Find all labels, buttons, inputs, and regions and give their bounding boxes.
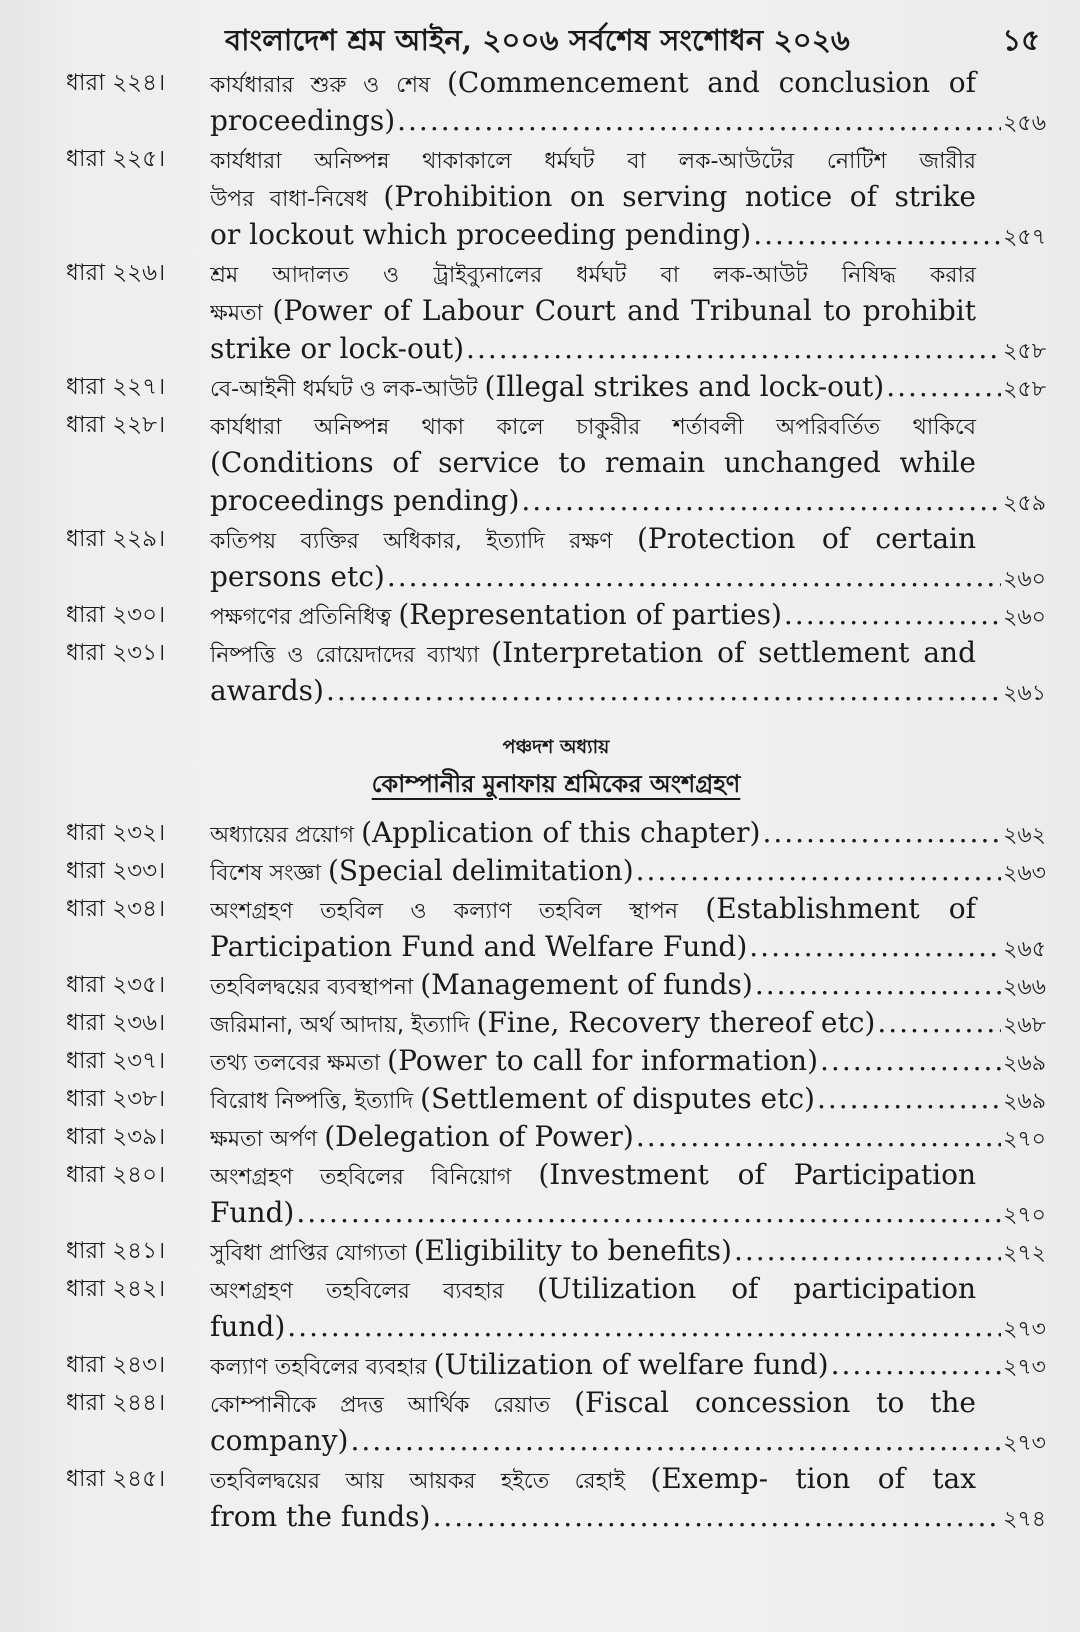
section-title <box>210 890 1046 966</box>
english-title: (Utilization of participation <box>537 1272 976 1305</box>
leader-dots <box>636 852 1001 890</box>
entry-line <box>210 672 1046 710</box>
leader-dots <box>886 368 1001 406</box>
section-number: ধারা ২২৭। <box>66 374 166 400</box>
leader-dots <box>397 102 1001 140</box>
section-number: ধারা ২৪৩। <box>66 1352 166 1378</box>
entry-text <box>210 256 976 289</box>
leader-dots <box>466 330 1001 368</box>
entry-line <box>210 814 1046 852</box>
entry-page-number: ২৭৩ <box>1003 1355 1046 1380</box>
english-title: proceedings) <box>210 104 396 137</box>
entry-page-number: ২৬০ <box>1003 605 1046 630</box>
section-title <box>210 254 1046 368</box>
entry-text <box>210 142 976 175</box>
entry-line <box>210 890 1046 928</box>
leader-dots <box>755 966 1001 1004</box>
bengali-title: কল্যাণ তহবিলের ব্যবহার <box>210 1355 434 1380</box>
entry-text <box>210 66 976 99</box>
entry-text <box>210 1386 976 1419</box>
bengali-title: জরিমানা, অর্থ আদায়, ইত্যাদি <box>210 1013 477 1038</box>
entry-line <box>210 368 1046 406</box>
entry-text <box>210 852 634 890</box>
section-number: ধারা ২২৫। <box>66 146 166 172</box>
entry-line <box>210 1042 1046 1080</box>
section-number: ধারা ২৩৮। <box>66 1086 166 1112</box>
entry-line <box>210 1460 1046 1498</box>
english-title: company) <box>210 1424 349 1457</box>
english-title: (Delegation of Power) <box>324 1120 634 1153</box>
bengali-title: নিষ্পত্তি ও রোয়েদাদের ব্যাখ্যা <box>210 643 492 668</box>
entry-line <box>210 966 1046 1004</box>
english-title: (Fine, Recovery thereof etc) <box>476 1006 876 1039</box>
section-number: ধারা ২৪০। <box>66 1162 166 1188</box>
entry-text <box>210 482 519 520</box>
english-title: proceedings pending) <box>210 484 520 517</box>
bengali-title: অংশগ্রহণ তহবিলের ব্যবহার <box>210 1279 538 1304</box>
english-title: fund) <box>210 1310 286 1343</box>
leader-dots <box>831 1346 1002 1384</box>
english-title: from the funds) <box>210 1500 431 1533</box>
entry-page-number: ২৬৯ <box>1003 1089 1046 1114</box>
toc-entry <box>66 140 1046 254</box>
leader-dots <box>749 928 1001 966</box>
entry-text <box>210 216 751 254</box>
toc-entry <box>66 1004 1046 1042</box>
section-number: ধারা ২৪১। <box>66 1238 166 1264</box>
chapter-heading <box>66 730 1046 804</box>
english-title: (Conditions of service to remain unchanged while <box>210 446 976 479</box>
english-title: (Commencement and conclusion of <box>447 66 976 99</box>
section-title <box>210 1156 1046 1232</box>
section-title <box>210 406 1046 520</box>
entry-page-number: ২৫৬ <box>1003 111 1046 136</box>
english-title: (Investment of Participation <box>538 1158 976 1191</box>
section-title <box>210 1118 1046 1156</box>
section-number: ধারা ২২৬। <box>66 260 166 286</box>
bengali-title: পক্ষগণের প্রতিনিধিত্ব <box>210 605 399 630</box>
bengali-title: ক্ষমতা <box>210 301 273 326</box>
entry-page-number: ২৫৮ <box>1003 377 1046 402</box>
leader-dots <box>820 1042 1001 1080</box>
entry-text <box>210 1272 976 1305</box>
english-title: strike or lock-out) <box>210 332 465 365</box>
bengali-title: উপর বাধা-নিষেধ <box>210 187 384 212</box>
toc-entry <box>66 520 1046 596</box>
toc-entry <box>66 1460 1046 1536</box>
bengali-title: অংশগ্রহণ তহবিল ও কল্যাণ তহবিল স্থাপন <box>210 899 706 924</box>
section-title <box>210 1384 1046 1460</box>
entry-line <box>210 140 1046 178</box>
entry-page-number: ২৬৬ <box>1003 975 1046 1000</box>
english-title: (Power of Labour Court and Tribunal to prohibit <box>272 294 976 327</box>
entry-page-number: ২৭৪ <box>1003 1507 1046 1532</box>
entry-page-number: ২৭৩ <box>1003 1431 1046 1456</box>
entry-line <box>210 1156 1046 1194</box>
section-number: ধারা ২৩৩। <box>66 858 166 884</box>
section-title <box>210 1232 1046 1270</box>
entry-text <box>210 814 760 852</box>
entry-text <box>210 966 753 1004</box>
entry-page-number: ২৫৮ <box>1003 339 1046 364</box>
running-title: বাংলাদেশ শ্রম আইন, ২০০৬ সর্বশেষ সংশোধন ২০২৬ <box>225 23 850 57</box>
section-title <box>210 966 1046 1004</box>
leader-dots <box>817 1080 1001 1118</box>
entry-line <box>210 520 1046 558</box>
toc-entry <box>66 368 1046 406</box>
entry-text <box>210 892 976 925</box>
english-title: (Special delimitation) <box>327 854 634 887</box>
section-title <box>210 1346 1046 1384</box>
bengali-title: তহবিলদ্বয়ের আয় আয়কর হইতে রেহাই <box>210 1469 651 1494</box>
entry-text <box>210 102 395 140</box>
toc-entry <box>66 1156 1046 1232</box>
entry-page-number: ২৭২ <box>1003 1241 1046 1266</box>
entry-text <box>210 596 782 634</box>
entry-text <box>210 1346 829 1384</box>
entry-page-number: ২৬১ <box>1003 681 1046 706</box>
leader-dots <box>784 596 1001 634</box>
toc-entry <box>66 1384 1046 1460</box>
entry-line <box>210 292 1046 330</box>
toc-entries-part-2 <box>66 814 1046 1536</box>
section-title <box>210 1042 1046 1080</box>
entry-line <box>210 596 1046 634</box>
section-title <box>210 634 1046 710</box>
entry-line <box>210 178 1046 216</box>
entry-line <box>210 1346 1046 1384</box>
english-title: (Illegal strikes and lock-out) <box>484 370 885 403</box>
section-title <box>210 814 1046 852</box>
leader-dots <box>296 1194 1001 1232</box>
entry-line <box>210 406 1046 444</box>
section-title <box>210 1080 1046 1118</box>
english-title: (Power to call for information) <box>387 1044 819 1077</box>
entry-line <box>210 1384 1046 1422</box>
toc-entry <box>66 64 1046 140</box>
section-number: ধারা ২৩০। <box>66 602 166 628</box>
english-title: (Eligibility to benefits) <box>413 1234 732 1267</box>
entry-page-number: ২৫৯ <box>1003 491 1046 516</box>
english-title: (Utilization of welfare fund) <box>433 1348 829 1381</box>
entry-page-number: ২৬২ <box>1003 823 1046 848</box>
entry-page-number: ২৬৮ <box>1003 1013 1046 1038</box>
leader-dots <box>350 1422 1001 1460</box>
entry-text <box>210 1422 348 1460</box>
english-title: (Interpretation of settlement and <box>491 636 976 669</box>
toc-entry <box>66 966 1046 1004</box>
toc-entry <box>66 890 1046 966</box>
entry-page-number: ২৬০ <box>1003 567 1046 592</box>
bengali-title: অধ্যায়ের প্রয়োগ <box>210 823 362 848</box>
section-number: ধারা ২৩৪। <box>66 896 166 922</box>
bengali-title: ক্ষমতা অর্পণ <box>210 1127 325 1152</box>
section-number: ধারা ২৩৫। <box>66 972 166 998</box>
toc-entry <box>66 1080 1046 1118</box>
english-title: awards) <box>210 674 324 707</box>
entry-line <box>210 1422 1046 1460</box>
leader-dots <box>753 216 1001 254</box>
bengali-title: কার্যধারার শুরু ও শেষ <box>210 73 447 98</box>
section-title <box>210 520 1046 596</box>
page-header <box>0 10 1080 66</box>
entry-text <box>210 1308 285 1346</box>
table-of-contents <box>66 64 1046 1536</box>
bengali-title: কার্যধারা অনিষ্পন্ন থাকা কালে চাকুরীর শর্তাবলী অপরিবর্তিত থাকিবে <box>210 415 976 440</box>
entry-text <box>210 522 976 555</box>
bengali-title: কোম্পানীকে প্রদত্ত আর্থিক রেয়াত <box>210 1393 575 1418</box>
section-number: ধারা ২৩৭। <box>66 1048 166 1074</box>
section-title <box>210 368 1046 406</box>
section-title <box>210 1460 1046 1536</box>
section-number: ধারা ২৩৬। <box>66 1010 166 1036</box>
entry-page-number: ২৬৯ <box>1003 1051 1046 1076</box>
entry-page-number: ২৭৩ <box>1003 1317 1046 1342</box>
english-title: persons etc) <box>210 560 385 593</box>
entry-line <box>210 102 1046 140</box>
entry-line <box>210 254 1046 292</box>
section-number: ধারা ২৪৫। <box>66 1466 166 1492</box>
english-title: (Prohibition on serving notice of strike <box>383 180 976 213</box>
entry-line <box>210 1498 1046 1536</box>
entry-text <box>210 1004 875 1042</box>
entry-text <box>210 446 976 479</box>
english-title: or lockout which proceeding pending) <box>210 218 752 251</box>
leader-dots <box>387 558 1001 596</box>
entry-text <box>210 368 884 406</box>
entry-line <box>210 444 1046 482</box>
entry-line <box>210 634 1046 672</box>
english-title: (Fiscal concession to the <box>574 1386 976 1419</box>
toc-entry <box>66 1232 1046 1270</box>
entry-line <box>210 558 1046 596</box>
entry-text <box>210 1194 294 1232</box>
entry-text <box>210 1498 430 1536</box>
section-title <box>210 596 1046 634</box>
bengali-title: তথ্য তলবের ক্ষমতা <box>210 1051 388 1076</box>
toc-entry <box>66 596 1046 634</box>
entry-text <box>210 672 324 710</box>
section-number: ধারা ২৩১। <box>66 640 166 666</box>
entry-line <box>210 1080 1046 1118</box>
entry-text <box>210 1080 815 1118</box>
section-title <box>210 140 1046 254</box>
entry-text <box>210 1042 818 1080</box>
entry-text <box>210 1118 634 1156</box>
english-title: (Representation of parties) <box>398 598 782 631</box>
leader-dots <box>877 1004 1001 1042</box>
english-title: (Application of this chapter) <box>361 816 761 849</box>
entry-text <box>210 558 385 596</box>
entry-line <box>210 64 1046 102</box>
entry-text <box>210 928 747 966</box>
english-title: (Management of funds) <box>420 968 753 1001</box>
leader-dots <box>326 672 1001 710</box>
toc-entry <box>66 814 1046 852</box>
entry-line <box>210 482 1046 520</box>
leader-dots <box>432 1498 1001 1536</box>
section-title <box>210 1270 1046 1346</box>
section-number: ধারা ২২৮। <box>66 412 166 438</box>
bengali-title: বিরোধ নিষ্পত্তি, ইত্যাদি <box>210 1089 421 1114</box>
section-number: ধারা ২৩৯। <box>66 1124 166 1150</box>
toc-entry <box>66 634 1046 710</box>
section-number: ধারা ২২৪। <box>66 70 166 96</box>
section-title <box>210 1004 1046 1042</box>
chapter-number: পঞ্চদশ অধ্যায় <box>502 736 610 758</box>
page-number: ১৫ <box>1002 23 1040 57</box>
bengali-title: তহবিলদ্বয়ের ব্যবস্থাপনা <box>210 975 421 1000</box>
section-number: ধারা ২২৯। <box>66 526 166 552</box>
section-title <box>210 64 1046 140</box>
toc-entry <box>66 1346 1046 1384</box>
entry-line <box>210 216 1046 254</box>
entry-line <box>210 928 1046 966</box>
bengali-title: বিশেষ সংজ্ঞা <box>210 861 328 886</box>
toc-entry <box>66 406 1046 520</box>
bengali-title: সুবিধা প্রাপ্তির যোগ্যতা <box>210 1241 414 1266</box>
bengali-title: কার্যধারা অনিষ্পন্ন থাকাকালে ধর্মঘট বা লক-আউটের নোটিশ জারীর <box>210 149 976 174</box>
english-title: (Establishment of <box>705 892 976 925</box>
entry-text <box>210 1462 976 1495</box>
entry-page-number: ২৭০ <box>1003 1127 1046 1152</box>
leader-dots <box>762 814 1001 852</box>
leader-dots <box>287 1308 1001 1346</box>
toc-entry <box>66 1042 1046 1080</box>
entry-line <box>210 1308 1046 1346</box>
entry-text <box>210 294 976 327</box>
entry-line <box>210 1232 1046 1270</box>
english-title: Participation Fund and Welfare Fund) <box>210 930 748 963</box>
english-title: (Protection of certain <box>636 522 976 555</box>
entry-text <box>210 1232 732 1270</box>
entry-page-number: ২৭০ <box>1003 1203 1046 1228</box>
toc-entry <box>66 1118 1046 1156</box>
entry-line <box>210 330 1046 368</box>
section-number: ধারা ২৪৪। <box>66 1390 166 1416</box>
entry-line <box>210 1004 1046 1042</box>
entry-line <box>210 1118 1046 1156</box>
leader-dots <box>734 1232 1001 1270</box>
entry-page-number: ২৫৭ <box>1003 225 1046 250</box>
english-title: Fund) <box>210 1196 295 1229</box>
section-number: ধারা ২৪২। <box>66 1276 166 1302</box>
entry-page-number: ২৬৫ <box>1003 937 1046 962</box>
leader-dots <box>521 482 1001 520</box>
entry-line <box>210 852 1046 890</box>
leader-dots <box>636 1118 1001 1156</box>
english-title: (Exemp- tion of tax <box>650 1462 976 1495</box>
entry-line <box>210 1194 1046 1232</box>
toc-entry <box>66 1270 1046 1346</box>
entry-text <box>210 408 976 441</box>
toc-entry <box>66 852 1046 890</box>
entry-text <box>210 1158 976 1191</box>
bengali-title: শ্রম আদালত ও ট্রাইব্যুনালের ধর্মঘট বা লক-আউট নিষিদ্ধ করার <box>210 263 976 288</box>
entry-text <box>210 180 976 213</box>
bengali-title: অংশগ্রহণ তহবিলের বিনিয়োগ <box>210 1165 539 1190</box>
bengali-title: কতিপয় ব্যক্তির অধিকার, ইত্যাদি রক্ষণ <box>210 529 637 554</box>
toc-entries-part-1 <box>66 64 1046 710</box>
english-title: (Settlement of disputes etc) <box>420 1082 815 1115</box>
section-number: ধারা ২৩২। <box>66 820 166 846</box>
entry-line <box>210 1270 1046 1308</box>
chapter-title: কোম্পানীর মুনাফায় শ্রমিকের অংশগ্রহণ <box>371 770 741 798</box>
toc-entry <box>66 254 1046 368</box>
section-title <box>210 852 1046 890</box>
entry-text <box>210 636 976 669</box>
entry-text <box>210 330 464 368</box>
entry-page-number: ২৬৩ <box>1003 861 1046 886</box>
bengali-title: বে-আইনী ধর্মঘট ও লক-আউট <box>210 377 485 402</box>
